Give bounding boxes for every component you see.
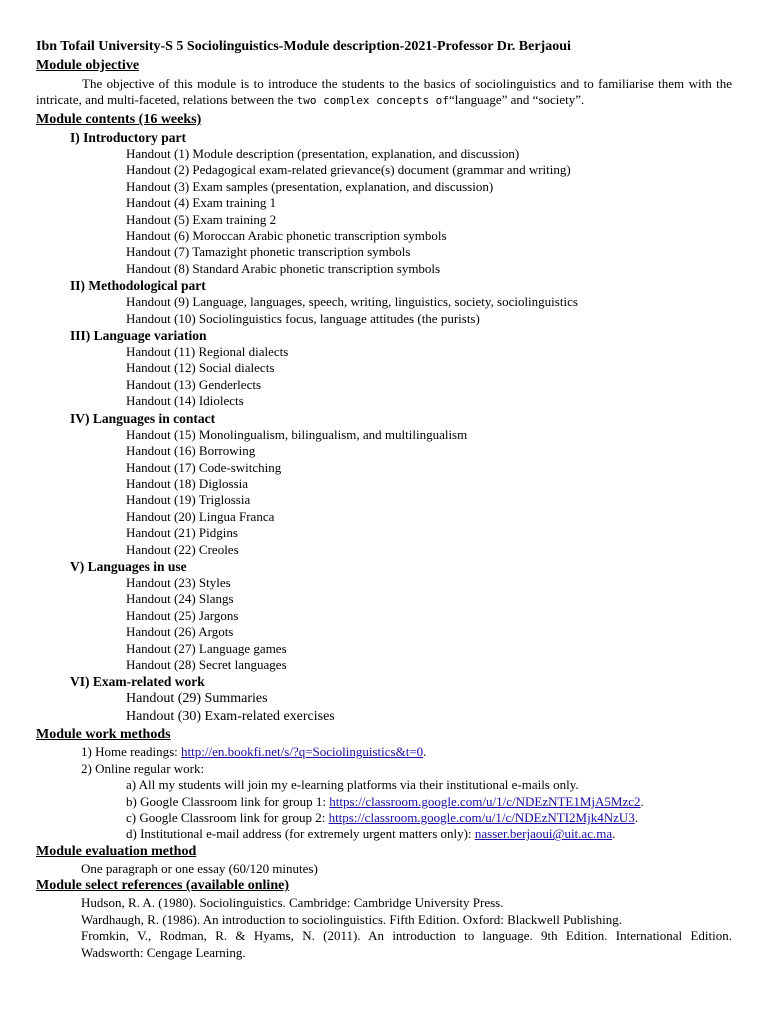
- home-readings-end: .: [423, 744, 427, 760]
- objective-paragraph: [36, 76, 732, 109]
- objective-text-mono: two complex concepts of: [296, 94, 449, 107]
- handout-item: Handout (3) Exam samples (presentation, explanation, and discussion): [126, 178, 494, 194]
- references-heading: Module select references (available online): [36, 878, 289, 894]
- handout-item: Handout (7) Tamazight phonetic transcription symbols: [126, 244, 411, 260]
- handout-item: Handout (14) Idiolects: [126, 393, 244, 409]
- reference-item: Fromkin, V., Rodman, R. & Hyams, N. (2011). An introduction to language. 9th Edition. International Edition.: [81, 928, 732, 944]
- handout-item: Handout (26) Argots: [126, 624, 234, 640]
- handout-item: Handout (19) Triglossia: [126, 492, 251, 508]
- handout-item: Handout (9) Language, languages, speech, writing, linguistics, society, sociolinguistics: [126, 294, 578, 310]
- part-use-title: V) Languages in use: [70, 558, 187, 574]
- part-introductory-title: I) Introductory part: [70, 130, 186, 145]
- handout-item: Handout (16) Borrowing: [126, 443, 256, 459]
- group1-end: .: [640, 793, 644, 809]
- handout-item: Handout (12) Social dialects: [126, 360, 275, 376]
- handout-item: Handout (27) Language games: [126, 640, 287, 656]
- email-end: .: [612, 826, 616, 842]
- handout-item: Handout (15) Monolingualism, bilingualism, and multilingualism: [126, 426, 468, 442]
- part-contact-title: IV) Languages in contact: [70, 410, 216, 426]
- handout-item: Handout (6) Moroccan Arabic phonetic transcription symbols: [126, 228, 447, 244]
- objective-heading: Module objective: [36, 58, 140, 73]
- objective-text-before: The objective of this module is to introduce the students to the basics of sociolinguistics and to familiarise them with the intricate, and multi-faceted, relations between the: [36, 76, 732, 107]
- handout-item: Handout (18) Diglossia: [126, 475, 249, 491]
- group1-label: b) Google Classroom link for group 1:: [126, 793, 330, 809]
- handout-item: Handout (30) Exam-related exercises: [126, 709, 335, 725]
- handout-item: Handout (2) Pedagogical exam-related grievance(s) document (grammar and writing): [126, 162, 571, 178]
- handout-item: Handout (1) Module description (presentation, explanation, and discussion): [126, 146, 520, 161]
- evaluation-heading: Module evaluation method: [36, 843, 197, 859]
- group1-classroom-link[interactable]: https://classroom.google.com/u/1/c/NDEzNTE1MjA5Mzc2: [329, 793, 641, 809]
- handout-item: Handout (10) Sociolinguistics focus, language attitudes (the purists): [126, 310, 480, 326]
- handout-item: Handout (28) Secret languages: [126, 656, 287, 672]
- home-readings-line: [81, 744, 732, 760]
- handout-item: Handout (22) Creoles: [126, 541, 239, 557]
- document-title: Ibn Tofail University-S 5 Sociolinguistics-Module description-2021-Professor Dr. Berjaoui: [36, 39, 571, 54]
- handout-item: Handout (25) Jargons: [126, 607, 239, 623]
- online-work-item-c: [126, 810, 732, 826]
- home-readings-link[interactable]: http://en.bookfi.net/s/?q=Sociolinguistics&t=0: [181, 744, 424, 760]
- objective-text-after: “language” and “society”.: [448, 92, 585, 107]
- handout-item: Handout (23) Styles: [126, 574, 231, 590]
- evaluation-text: One paragraph or one essay (60/120 minutes): [81, 860, 318, 876]
- handout-item: Handout (13) Genderlects: [126, 376, 262, 392]
- online-work-item-d: [126, 826, 732, 842]
- part-variation-title: III) Language variation: [70, 328, 207, 344]
- home-readings-label: 1) Home readings:: [81, 744, 182, 760]
- handout-item: Handout (11) Regional dialects: [126, 344, 289, 360]
- reference-item: Wardhaugh, R. (1986). An introduction to sociolinguistics. Fifth Edition. Oxford: Blackwell Publishing.: [81, 911, 622, 927]
- handout-item: Handout (5) Exam training 2: [126, 211, 277, 227]
- handout-item: Handout (20) Lingua Franca: [126, 508, 275, 524]
- handout-item: Handout (21) Pidgins: [126, 525, 238, 541]
- handout-item: Handout (8) Standard Arabic phonetic transcription symbols: [126, 260, 441, 276]
- email-link[interactable]: nasser.berjaoui@uit.ac.ma: [474, 826, 613, 842]
- part-methodological-title: II) Methodological part: [70, 278, 206, 294]
- handout-item: Handout (29) Summaries: [126, 691, 268, 707]
- online-work-item-b: [126, 794, 732, 810]
- online-work-item-a: a) All my students will join my e-learning platforms via their institutional e-mails only.: [126, 777, 579, 793]
- handout-item: Handout (17) Code-switching: [126, 459, 282, 475]
- group2-classroom-link[interactable]: https://classroom.google.com/u/1/c/NDEzNTI2Mjk4NzU3: [328, 810, 635, 825]
- handout-item: Handout (24) Slangs: [126, 591, 234, 607]
- handout-item: Handout (4) Exam training 1: [126, 195, 277, 211]
- online-work-label: 2) Online regular work:: [81, 760, 205, 776]
- group2-label: c) Google Classroom link for group 2:: [126, 810, 329, 825]
- methods-heading: Module work methods: [36, 727, 171, 743]
- contents-heading: Module contents (16 weeks): [36, 112, 202, 127]
- group2-end: .: [634, 810, 638, 825]
- reference-item: Hudson, R. A. (1980). Sociolinguistics. Cambridge: Cambridge University Press.: [81, 895, 504, 911]
- part-exam-title: VI) Exam-related work: [70, 674, 205, 690]
- reference-item: Wadsworth: Cengage Learning.: [81, 945, 246, 960]
- email-label: d) Institutional e-mail address (for extremely urgent matters only):: [126, 826, 475, 842]
